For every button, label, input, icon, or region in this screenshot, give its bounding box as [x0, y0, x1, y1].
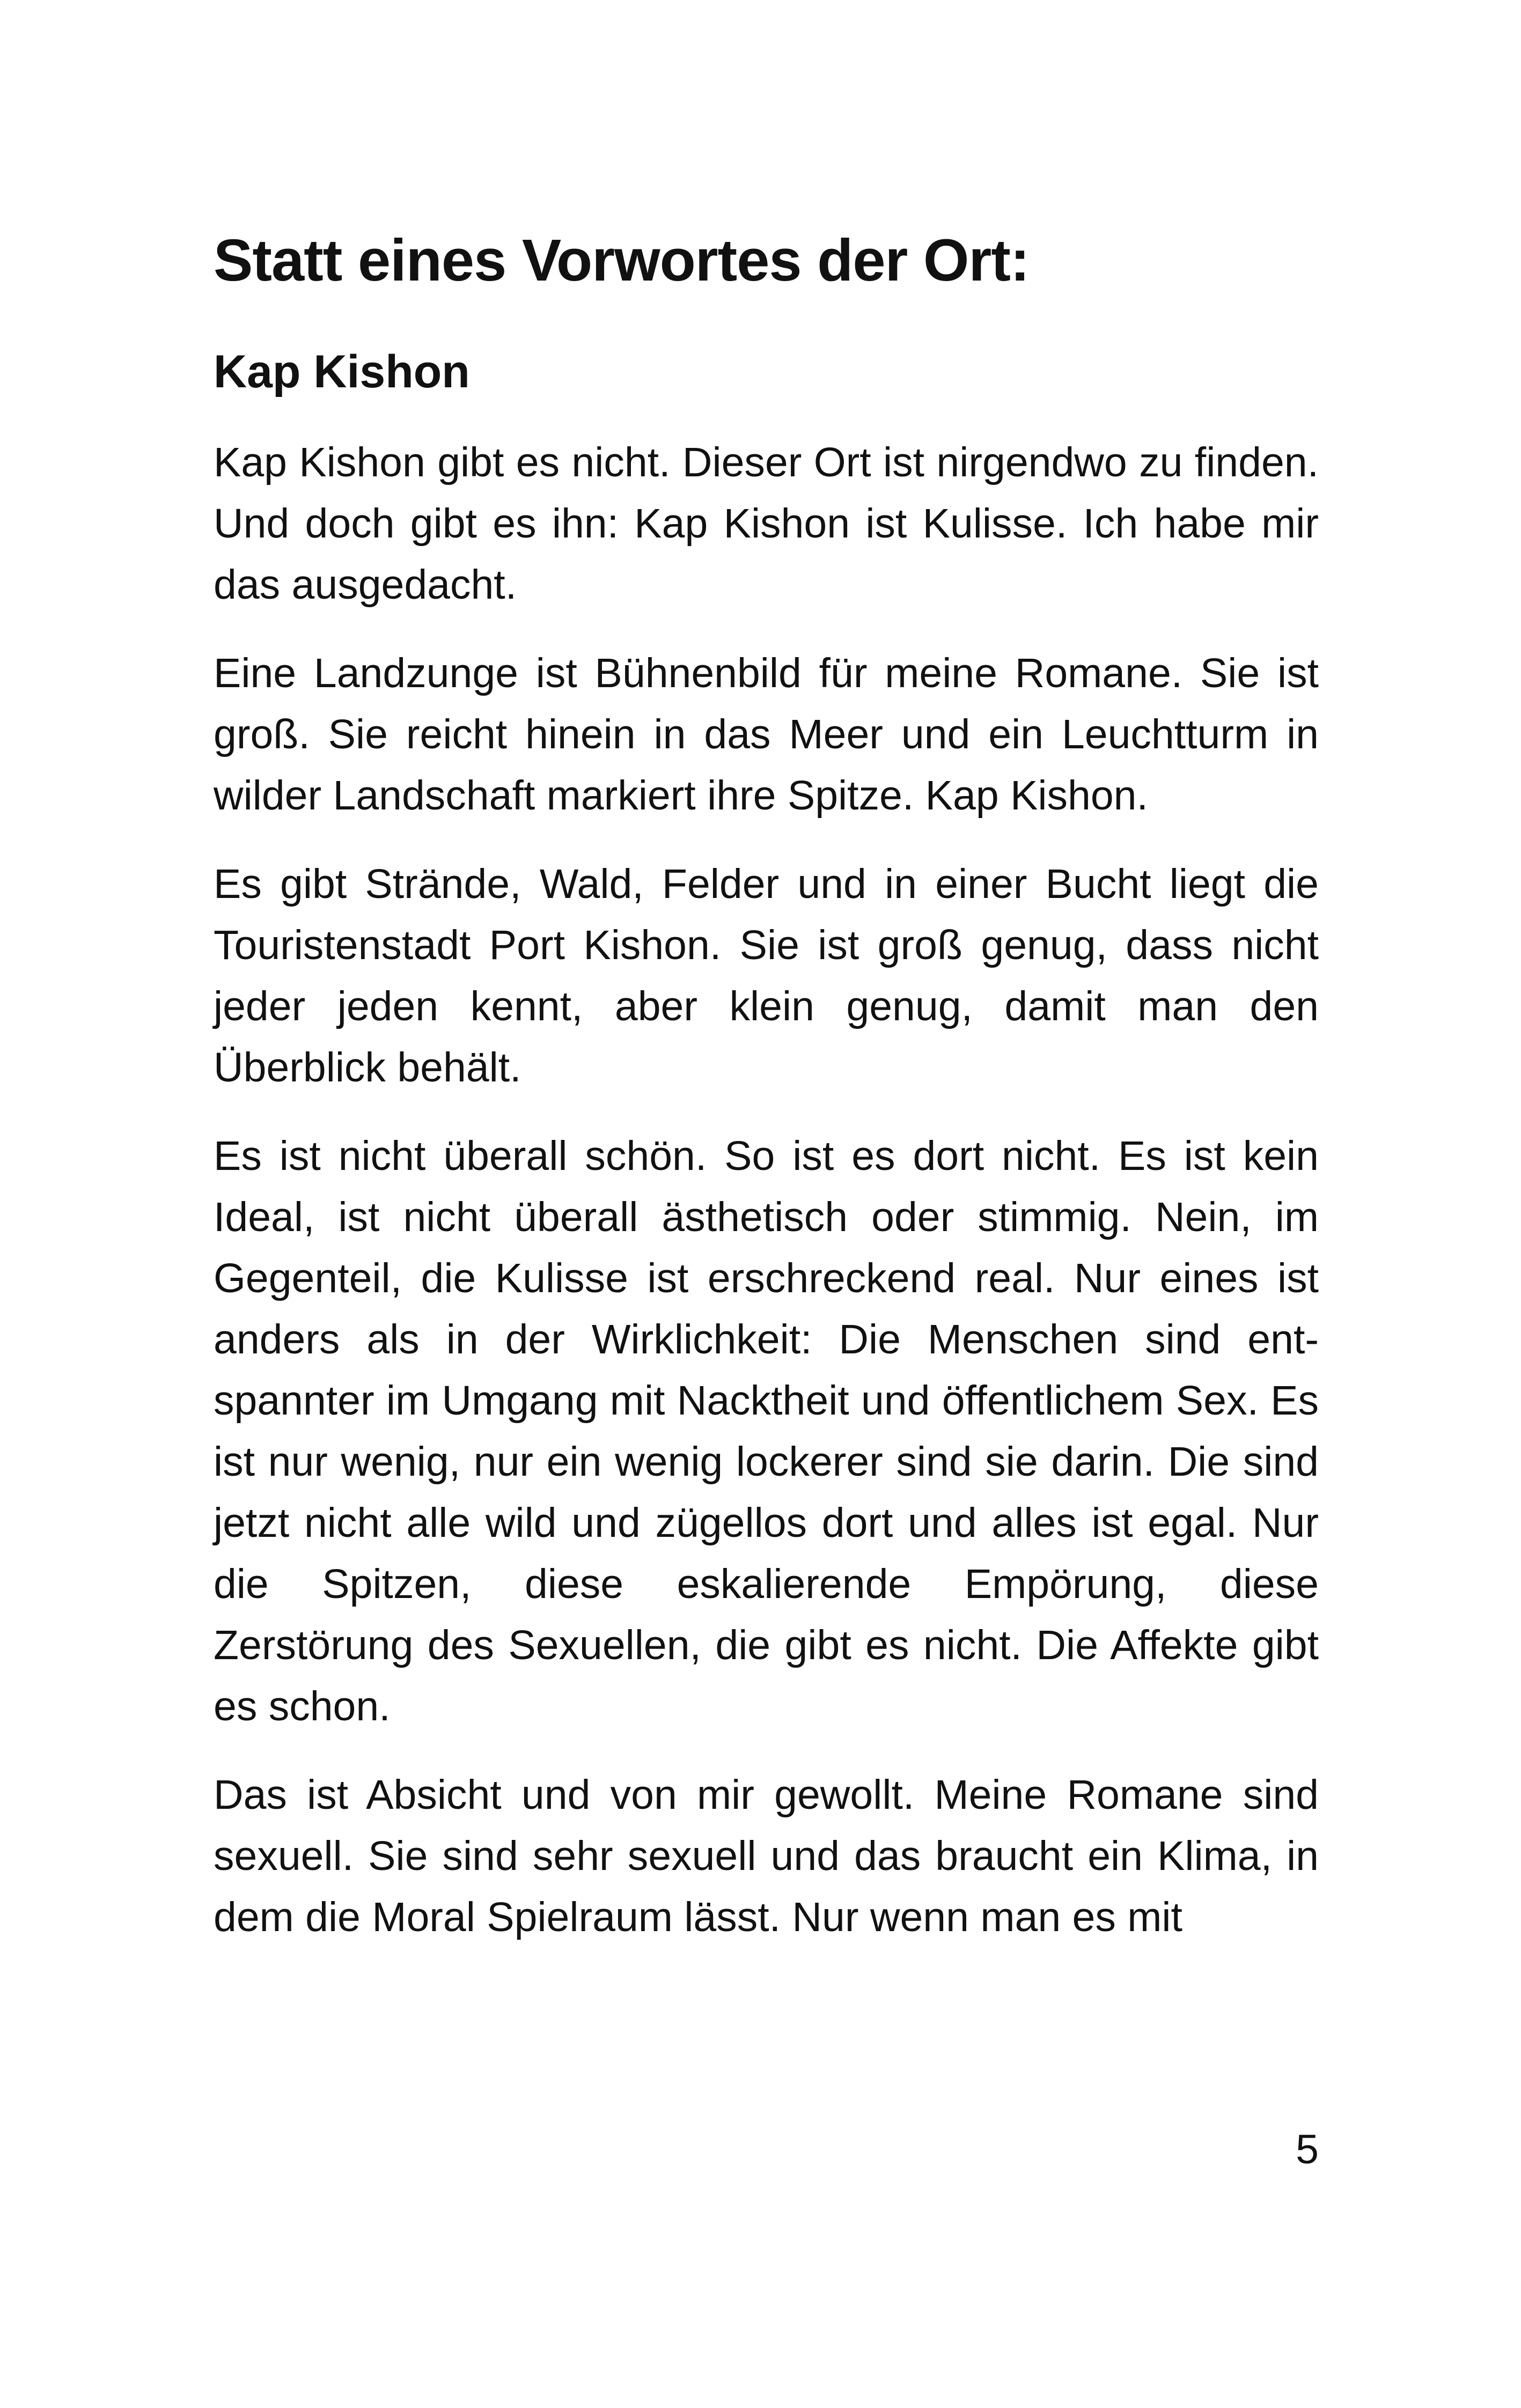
paragraph: Eine Landzunge ist Bühnenbild für meine Romane. Sie ist groß. Sie reicht hinein in das Meer und ein Leuchtturm in wilder Landschaft markiert ihre Spitze. Kap Kishon. [214, 650, 1319, 819]
body-text [214, 432, 1319, 1948]
paragraph: Es ist nicht überall schön. So ist es dort nicht. Es ist kein Ideal, ist nicht überall ästhetisch oder stimmig. Nein, im Gegenteil, die Kulisse ist erschreckend real. Nur eines ist anders als in der Wirklichkeit: Die Menschen sind entspannter im Umgang mit Nacktheit und öffentlichem Sex. Es ist nur wenig, nur ein wenig lockerer sind sie darin. Die sind jetzt nicht alle wild und zügellos dort und alles ist egal. Nur die Spitzen, diese eskalierende Empörung, diese Zerstörung des Sexuellen, die gibt es nicht. Die Affekte gibt es schon. [214, 1133, 1319, 1730]
page-text-block [214, 225, 1319, 1975]
paragraph: Es gibt Strände, Wald, Felder und in einer Bucht liegt die Touristenstadt Port Kishon. Sie ist groß genug, dass nicht jeder jeden kennt, aber klein genug, damit man den Überblick behält. [214, 861, 1319, 1091]
paragraph: Das ist Absicht und von mir gewollt. Meine Romane sind sexuell. Sie sind sehr sexuell und das braucht ein Klima, in dem die Moral Spielraum lässt. Nur wenn man es mit [214, 1772, 1319, 1941]
chapter-title: Statt eines Vorwortes der Ort: [214, 227, 1030, 293]
paragraph: Kap Kishon gibt es nicht. Dieser Ort ist nirgendwo zu finden. Und doch gibt es ihn: Kap Kishon ist Kulisse. Ich habe mir das ausgedacht. [214, 439, 1319, 608]
section-title: Kap Kishon [214, 346, 470, 397]
page-number: 5 [1296, 2126, 1319, 2173]
